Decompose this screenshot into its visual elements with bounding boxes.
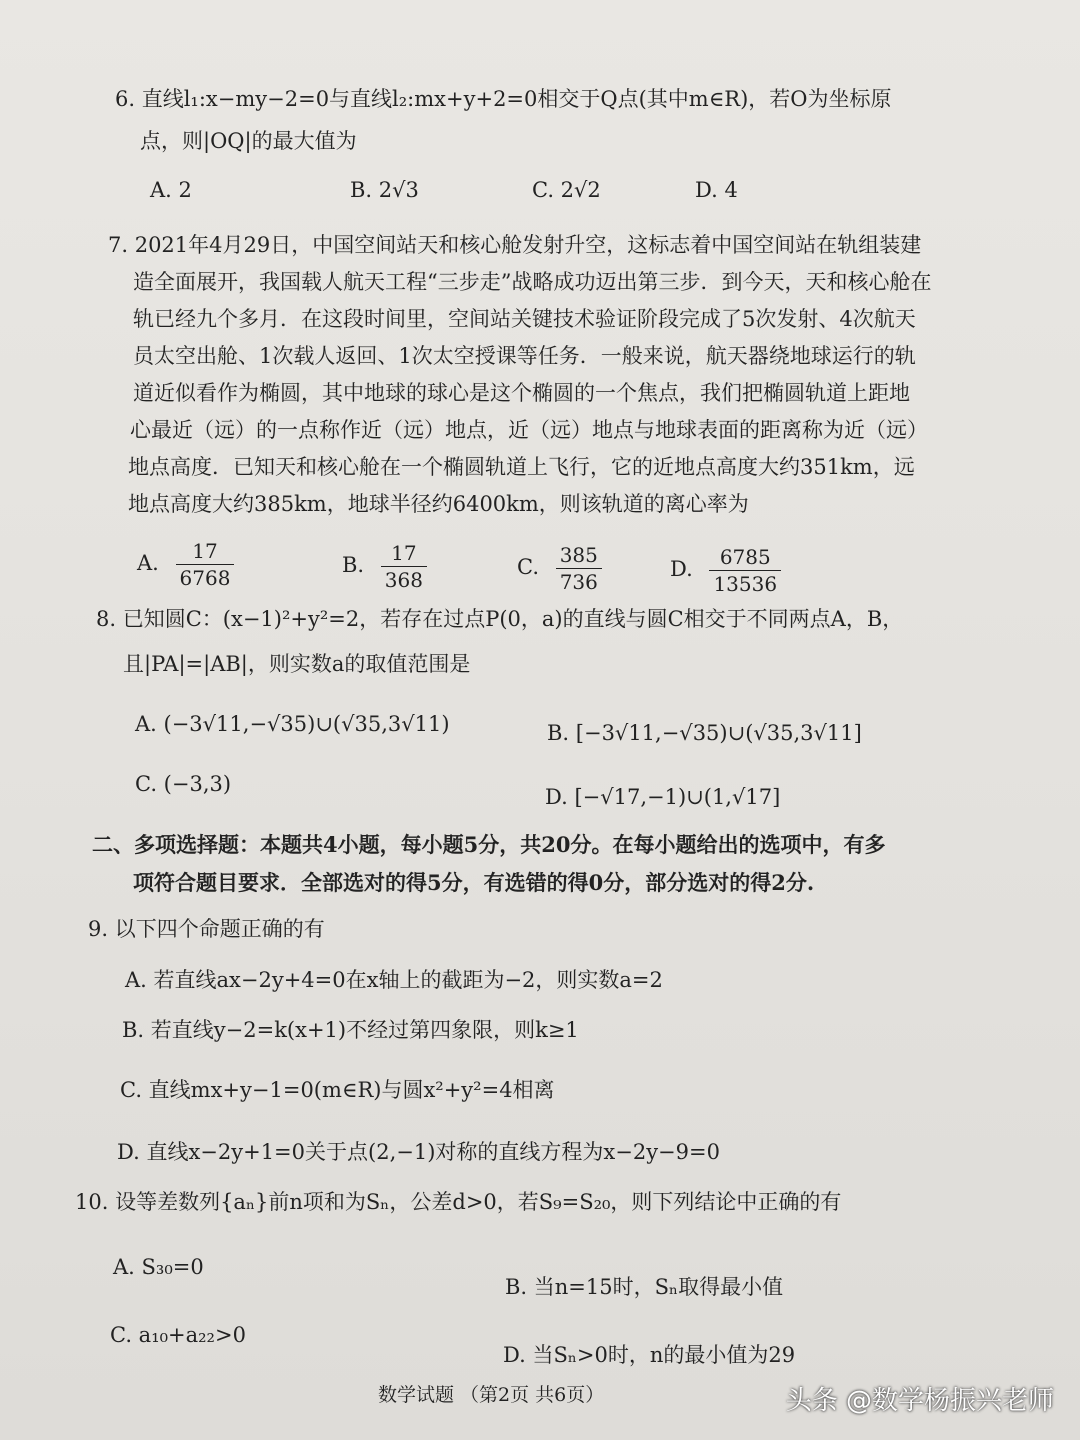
q9-option-a: A. 若直线ax−2y+4=0在x轴上的截距为−2，则实数a=2	[125, 968, 663, 992]
q6-option-b: B. 2√3	[350, 178, 419, 202]
q9-option-d: D. 直线x−2y+1=0关于点(2,−1)对称的直线方程为x−2y−9=0	[117, 1140, 720, 1164]
q10-option-d: D. 当Sₙ>0时，n的最小值为29	[503, 1343, 796, 1367]
section-heading-line2: 项符合题目要求．全部选对的得5分，有选错的得0分，部分选对的得2分.	[133, 870, 815, 895]
q8-line1: 8. 已知圆C：(x−1)²+y²=2，若存在过点P(0，a)的直线与圆C相交于不同两点A，B，	[96, 607, 904, 631]
page-footer: 数学试题 （第2页 共6页）	[378, 1384, 605, 1406]
q7-option-a	[137, 538, 234, 591]
q6-options	[150, 178, 950, 218]
q7-option-b	[342, 540, 427, 593]
numerator: 17	[391, 541, 417, 565]
denominator: 736	[556, 568, 602, 595]
q7-option-d	[670, 544, 781, 597]
q7-line: 道近似看作为椭圆，其中地球的球心是这个椭圆的一个焦点，我们把椭圆轨道上距地	[133, 381, 910, 405]
q8-line2: 且|PA|=|AB|，则实数a的取值范围是	[123, 652, 471, 676]
q6-option-a: A. 2	[150, 178, 192, 202]
q7-line: 地点高度．已知天和核心舱在一个椭圆轨道上飞行，它的近地点高度大约351km，远	[128, 455, 915, 479]
q7-option-a-fraction	[176, 538, 235, 591]
q7-line: 轨已经九个多月．在这段时间里，空间站关键技术验证阶段完成了5次发射、4次航天	[133, 307, 916, 331]
q8-option-d: D. [−√17,−1)∪(1,√17]	[545, 785, 781, 809]
q7-option-b-label: B.	[342, 553, 365, 577]
denominator: 13536	[709, 570, 781, 597]
q7-option-d-fraction	[709, 544, 781, 597]
q10-option-a: A. S₃₀=0	[113, 1255, 204, 1279]
q7-option-c	[517, 542, 602, 595]
q7-line: 造全面展开，我国载人航天工程“三步走”战略成功迈出第三步．到今天，天和核心舱在	[133, 270, 932, 294]
denominator: 368	[381, 566, 427, 593]
q7-line: 心最近（远）的一点称作近（远）地点，近（远）地点与地球表面的距离称为近（远）	[130, 418, 928, 442]
q6-line2: 点，则|OQ|的最大值为	[140, 129, 357, 153]
numerator: 385	[559, 543, 598, 567]
numerator: 6785	[719, 545, 771, 569]
q7-line: 7. 2021年4月29日，中国空间站天和核心舱发射升空，这标志着中国空间站在轨组装建	[108, 233, 922, 257]
q7-option-b-fraction	[381, 540, 427, 593]
q9-option-c: C. 直线mx+y−1=0(m∈R)与圆x²+y²=4相离	[120, 1078, 555, 1102]
numerator: 17	[192, 539, 218, 563]
q8-option-c: C. (−3,3)	[135, 772, 232, 796]
q10-option-c: C. a₁₀+a₂₂>0	[110, 1323, 246, 1347]
q8-option-a: A. (−3√11,−√35)∪(√35,3√11)	[135, 712, 450, 736]
q9-option-b: B. 若直线y−2=k(x+1)不经过第四象限，则k≥1	[122, 1018, 579, 1042]
q7-option-a-label: A.	[137, 551, 159, 575]
section-heading-line1: 二、多项选择题：本题共4小题，每小题5分，共20分。在每小题给出的选项中，有多	[92, 832, 886, 857]
q9-stem: 9. 以下四个命题正确的有	[88, 917, 325, 941]
q7-options	[137, 538, 957, 602]
q6-option-d: D. 4	[695, 178, 738, 202]
watermark: 头条 @数学杨振兴老师	[785, 1386, 1054, 1416]
q7-option-c-fraction	[556, 542, 602, 595]
q10-option-b: B. 当n=15时，Sₙ取得最小值	[505, 1275, 784, 1299]
q6-option-c: C. 2√2	[532, 178, 601, 202]
q8-option-b: B. [−3√11,−√35)∪(√35,3√11]	[547, 721, 862, 745]
q7-line: 员太空出舱、1次载人返回、1次太空授课等任务．一般来说，航天器绕地球运行的轨	[133, 344, 916, 368]
q7-option-c-label: C.	[517, 555, 539, 579]
q6-line1: 6. 直线l₁:x−my−2=0与直线l₂:mx+y+2=0相交于Q点(其中m∈R)，若O为坐标原	[115, 87, 892, 111]
q7-option-d-label: D.	[670, 557, 693, 581]
denominator: 6768	[176, 564, 235, 591]
q10-stem: 10. 设等差数列{aₙ}前n项和为Sₙ，公差d>0，若S₉=S₂₀，则下列结论中正确的有	[75, 1190, 842, 1214]
q7-line: 地点高度大约385km，地球半径约6400km，则该轨道的离心率为	[128, 492, 749, 516]
